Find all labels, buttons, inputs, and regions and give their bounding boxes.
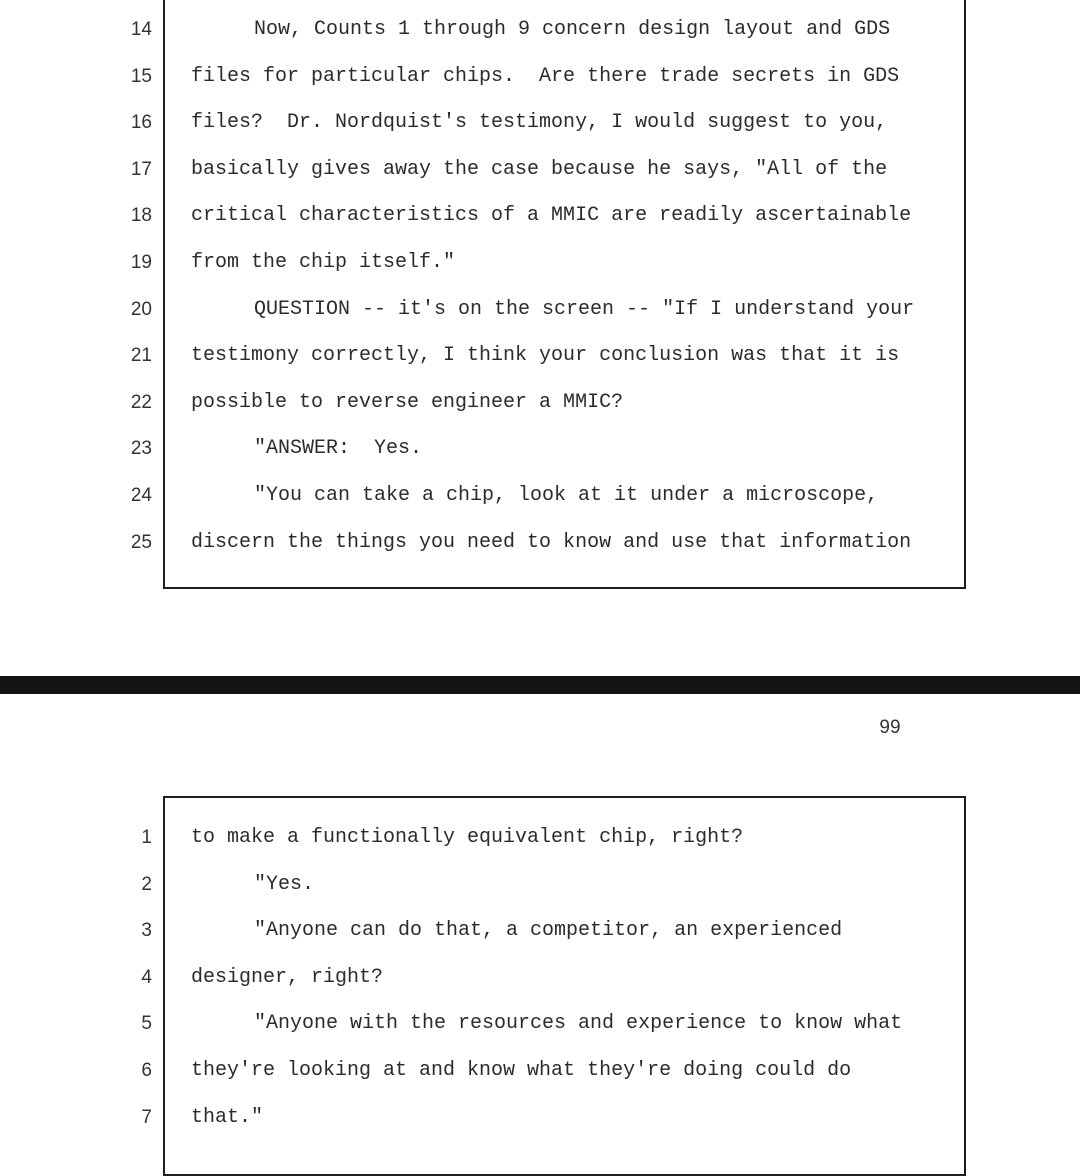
transcript-line: they're looking at and know what they're doing could do — [191, 1059, 852, 1082]
line-number: 2 — [141, 873, 152, 895]
line-number: 22 — [130, 391, 152, 413]
line-number: 21 — [130, 345, 152, 367]
transcript-line: from the chip itself." — [191, 251, 456, 274]
transcript-line: basically gives away the case because he says, "All of the — [191, 157, 888, 181]
transcript-line: files for particular chips. Are there trade secrets in GDS — [191, 64, 900, 88]
transcript-line: Now, Counts 1 through 9 concern design layout and GDS — [254, 18, 891, 41]
line-number: 17 — [130, 158, 152, 180]
transcript-line: designer, right? — [191, 965, 384, 989]
transcript-line: files? Dr. Nordquist's testimony, I would suggest to you, — [191, 111, 888, 135]
transcript-line: "Anyone with the resources and experience to know what — [254, 1012, 903, 1036]
line-number: 7 — [141, 1106, 152, 1128]
line-number: 14 — [130, 19, 152, 40]
transcript-line: critical characteristics of a MMIC are readily ascertainable — [191, 204, 912, 228]
line-number: 1 — [141, 827, 152, 848]
transcript-line: QUESTION -- it's on the screen -- "If I understand your — [254, 297, 915, 321]
line-number: 18 — [130, 205, 152, 227]
page-separator — [0, 676, 1080, 694]
transcript-line: that." — [191, 1105, 264, 1129]
line-number: 24 — [130, 485, 152, 506]
page-number: 99 — [879, 717, 901, 738]
transcript-line: discern the things you need to know and use that information — [191, 530, 912, 554]
transcript-page-99 — [0, 694, 1080, 1150]
transcript-line: possible to reverse engineer a MMIC? — [191, 390, 624, 414]
line-number: 23 — [130, 438, 152, 460]
line-number: 15 — [130, 65, 152, 87]
transcript-line: "Yes. — [254, 872, 315, 896]
transcript-line: to make a functionally equivalent chip, right? — [191, 826, 744, 849]
line-number: 6 — [141, 1060, 152, 1081]
line-number: 25 — [130, 531, 152, 553]
line-number: 20 — [130, 298, 152, 320]
transcript-line: testimony correctly, I think your conclusion was that it is — [191, 344, 900, 368]
line-number: 3 — [141, 920, 152, 942]
transcript-line: "Anyone can do that, a competitor, an experienced — [254, 919, 843, 943]
transcript-line: "You can take a chip, look at it under a microscope, — [254, 484, 879, 507]
line-number: 5 — [141, 1013, 152, 1035]
transcript-line: "ANSWER: Yes. — [254, 437, 423, 461]
line-number: 19 — [130, 252, 152, 273]
line-number: 16 — [130, 112, 152, 134]
line-number: 4 — [141, 966, 152, 988]
